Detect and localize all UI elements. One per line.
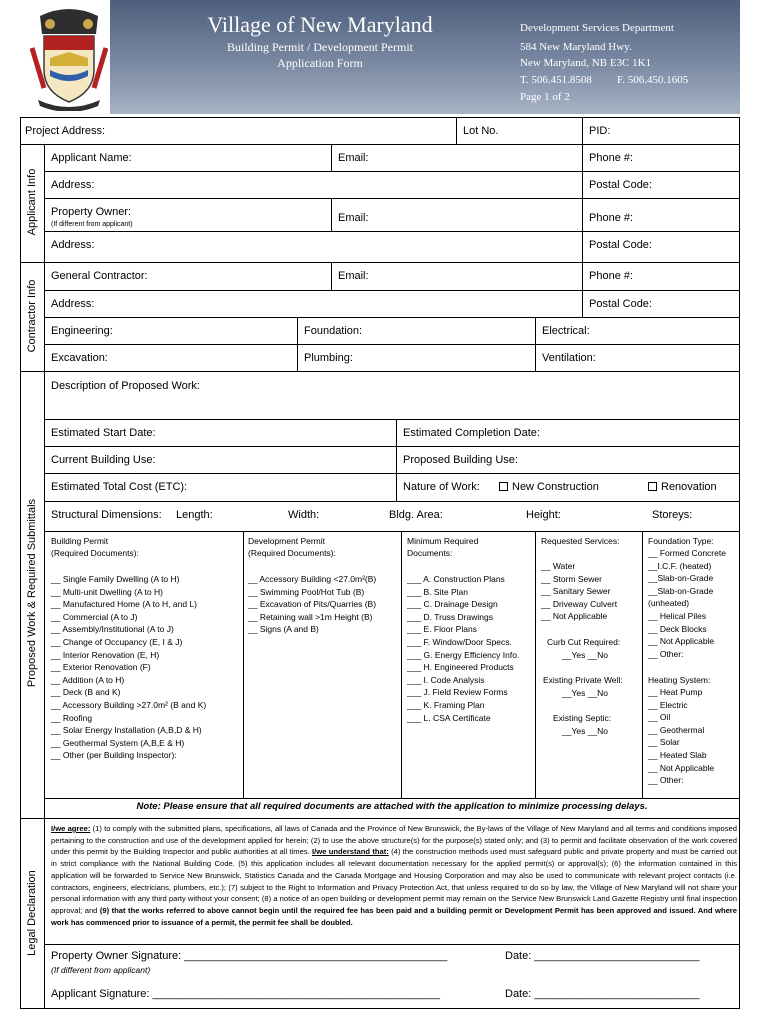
development-permit-heading: Development Permit <box>248 536 326 546</box>
section-divider <box>20 371 740 372</box>
village-title: Village of New Maryland <box>207 12 433 37</box>
foundation-type-option[interactable]: (unheated) <box>648 598 690 609</box>
electrical-label: Electrical: <box>542 325 590 337</box>
col-divider <box>331 262 332 290</box>
checkbox-icon <box>648 482 657 491</box>
heating-system-option[interactable]: __ Geothermal <box>648 724 705 735</box>
heating-system-option[interactable]: __ Heat Pump <box>648 687 703 697</box>
building-permit-option[interactable]: __ Single Family Dwelling (A to H) <box>51 574 180 584</box>
minimum-required-subheading: Documents: <box>407 548 453 558</box>
plumbing-label: Plumbing: <box>304 352 353 364</box>
applicant-date-line[interactable]: Date: ___________________________ <box>505 988 700 1000</box>
development-permit-option[interactable]: __ Accessory Building <27.0m²(B) <box>248 574 377 584</box>
col-divider <box>582 198 583 231</box>
proposed-use-label: Proposed Building Use: <box>403 454 518 466</box>
contractor-phone-label: Phone #: <box>589 270 634 282</box>
foundation-type-option[interactable]: __ Formed Concrete <box>648 548 726 558</box>
row-divider <box>44 419 740 420</box>
page-number: Page 1 of 2 <box>520 91 570 103</box>
building-permit-option[interactable]: __ Addition (A to H) <box>51 674 125 685</box>
section-divider <box>20 818 740 819</box>
applicant-address-label: Address: <box>51 179 95 191</box>
building-permit-option[interactable]: __ Roofing <box>51 712 93 723</box>
required-document-option[interactable]: ___ J. Field Review Forms <box>407 687 508 698</box>
applicant-phone-label: Phone #: <box>589 152 634 164</box>
legal-part-1: (1) to comply with the submitted plans, specifications, all laws of Canada and the Province of New Brunswick, the By-laws of the Village of New Maryland and all terms and conditions imposed pertaining to the construction and use of the development applied for herein; (2) to use the above structure(s) for the purpose(s) stated only; and (3) to permit and facilitate observation of the work covered under this permit by the Building Inspector and public authorities at all times. <box>51 824 737 857</box>
ventilation-label: Ventilation: <box>542 352 596 364</box>
col-divider <box>297 317 298 371</box>
foundation-type-option[interactable]: __ Deck Blocks <box>648 623 707 634</box>
contractor-postal-label: Postal Code: <box>589 298 652 310</box>
owner-signature-line[interactable]: Property Owner Signature: ___________________________________________ <box>51 950 448 962</box>
development-permit-option[interactable]: __ Excavation of Pits/Quarries (B) <box>248 599 377 610</box>
building-permit-option[interactable]: __ Geothermal System (A,B,E & H) <box>51 737 185 748</box>
col-divider <box>642 531 643 798</box>
required-document-option[interactable]: ___ G. Energy Efficiency Info. <box>407 649 520 660</box>
row-divider <box>20 144 740 145</box>
required-document-option[interactable]: ___ K. Framing Plan <box>407 699 485 710</box>
general-contractor-label: General Contractor: <box>51 270 148 282</box>
length-label: Length: <box>176 509 213 521</box>
building-permit-option[interactable]: __ Exterior Renovation (F) <box>51 662 151 673</box>
col-divider <box>243 531 244 798</box>
col-divider <box>582 262 583 290</box>
structural-dimensions-label: Structural Dimensions: <box>51 509 162 521</box>
required-document-option[interactable]: ___ D. Truss Drawings <box>407 611 493 622</box>
curb-cut-label: Curb Cut Required: <box>547 637 621 647</box>
foundation-type-list <box>648 547 726 660</box>
minimum-required-heading: Minimum Required <box>407 536 479 546</box>
col-divider <box>582 290 583 317</box>
building-permit-subheading: (Required Documents): <box>51 548 139 558</box>
heating-system-list <box>648 686 714 787</box>
excavation-label: Excavation: <box>51 352 108 364</box>
foundation-type-option[interactable]: __ Helical Piles <box>648 610 707 621</box>
total-cost-label: Estimated Total Cost (ETC): <box>51 481 188 493</box>
understand-label: I/we understand that: <box>312 847 389 857</box>
lot-no-label: Lot No. <box>463 125 499 137</box>
col-divider <box>582 144 583 171</box>
owner-date-line[interactable]: Date: ___________________________ <box>505 950 700 962</box>
building-permit-option[interactable]: __ Manufactured Home (A to H, and L) <box>51 599 197 610</box>
required-document-option[interactable]: ___ F. Window/Door Specs. <box>407 636 512 647</box>
heating-system-option[interactable]: __ Heated Slab <box>648 749 707 760</box>
contractor-email-label: Email: <box>338 270 369 282</box>
section-applicant-info: Applicant Info <box>26 168 38 236</box>
applicant-name-label: Applicant Name: <box>51 152 132 164</box>
building-permit-option[interactable]: __ Assembly/Institutional (A to J) <box>51 624 174 635</box>
development-permit-list <box>248 573 376 636</box>
building-permit-option[interactable]: __ Commercial (A to J) <box>51 611 138 622</box>
col-divider <box>401 531 402 798</box>
development-permit-option[interactable]: __ Retaining wall >1m Height (B) <box>248 611 373 622</box>
foundation-type-option[interactable]: __ Not Applicable <box>648 636 715 647</box>
section-contractor-info: Contractor Info <box>26 279 38 353</box>
requested-service-option[interactable]: __ Storm Sewer <box>541 573 602 584</box>
col-divider <box>582 117 583 144</box>
curb-cut-options: __Yes __No <box>562 650 609 660</box>
row-divider <box>44 944 740 945</box>
legal-declaration-text <box>51 823 737 928</box>
building-permit-option[interactable]: __ Change of Occupancy (E, I & J) <box>51 636 183 647</box>
building-permit-option[interactable]: __ Other (per Building Inspector): <box>51 750 177 761</box>
col-divider <box>535 531 536 798</box>
col-divider <box>456 117 457 144</box>
row-divider <box>44 290 740 291</box>
row-divider <box>44 798 740 799</box>
row-divider <box>44 446 740 447</box>
development-permit-subheading: (Required Documents): <box>248 548 336 558</box>
required-document-option[interactable]: ___ A. Construction Plans <box>407 574 505 584</box>
renovation-checkbox[interactable] <box>648 481 717 494</box>
engineering-label: Engineering: <box>51 325 113 337</box>
requested-service-option[interactable]: __ Sanitary Sewer <box>541 586 611 597</box>
department-fax: F. 506.450.1605 <box>617 74 689 86</box>
width-label: Width: <box>288 509 320 521</box>
minimum-required-list <box>407 573 519 724</box>
col-divider <box>582 171 583 198</box>
heating-system-option[interactable]: __ Not Applicable <box>648 762 715 773</box>
village-crest-logo <box>30 8 108 111</box>
completion-date-label: Estimated Completion Date: <box>403 427 540 439</box>
owner-email-label: Email: <box>338 212 369 224</box>
new-construction-label: New Construction <box>512 481 599 493</box>
heating-system-option[interactable]: __ Oil <box>648 712 671 723</box>
required-document-option[interactable]: ___ E. Floor Plans <box>407 624 477 635</box>
building-permit-option[interactable]: __ Solar Energy Installation (A,B,D & H) <box>51 725 202 736</box>
private-well-options: __Yes __No <box>562 688 609 698</box>
foundation-type-option[interactable]: __I.C.F. (heated) <box>648 560 712 571</box>
row-divider <box>44 171 740 172</box>
bldg-area-label: Bldg. Area: <box>389 509 443 521</box>
owner-signature-note: (If different from applicant) <box>51 965 151 975</box>
owner-phone-label: Phone #: <box>589 212 634 224</box>
row-divider <box>44 501 740 502</box>
development-permit-option[interactable]: __ Signs (A and B) <box>248 624 319 635</box>
row-divider <box>44 344 740 345</box>
heating-system-option[interactable]: __ Solar <box>648 737 680 748</box>
form-subtitle-1: Building Permit / Development Permit <box>227 40 413 54</box>
requested-service-option[interactable]: __ Water <box>541 561 576 571</box>
form-subtitle-2: Application Form <box>277 56 363 70</box>
applicant-postal-label: Postal Code: <box>589 179 652 191</box>
building-permit-heading: Building Permit <box>51 536 109 546</box>
row-divider <box>44 473 740 474</box>
legal-part-3: (9) that the works referred to above cannot begin until the required fee has been paid and a building permit or Development Permit has been approved and issued. And where work has commenced prior to issuance of a permit, the permit fee shall be doubled. <box>51 905 737 927</box>
requested-service-option[interactable]: __ Not Applicable <box>541 611 608 622</box>
building-permit-option[interactable]: __ Multi-unit Dwelling (A to H) <box>51 586 163 597</box>
required-document-option[interactable]: ___ L. CSA Certificate <box>407 712 491 723</box>
applicant-signature-line[interactable]: Applicant Signature: _______________________________________________ <box>51 988 441 1000</box>
section-legal-declaration: Legal Declaration <box>26 870 38 956</box>
building-permit-option[interactable]: __ Accessory Building >27.0m² (B and K) <box>51 699 207 710</box>
section-divider <box>20 262 740 263</box>
building-permit-option[interactable]: __ Deck (B and K) <box>51 687 121 698</box>
col-divider <box>331 198 332 231</box>
building-permit-option[interactable]: __ Interior Renovation (E, H) <box>51 649 160 660</box>
heating-system-option[interactable]: __ Electric <box>648 699 688 710</box>
start-date-label: Estimated Start Date: <box>51 427 156 439</box>
heating-system-heading: Heating System: <box>648 675 711 685</box>
current-use-label: Current Building Use: <box>51 454 156 466</box>
col-divider <box>582 231 583 262</box>
septic-label: Existing Septic: <box>553 713 612 723</box>
foundation-type-heading: Foundation Type: <box>648 536 714 546</box>
foundation-type-option[interactable]: __ Other: <box>648 648 684 659</box>
foundation-type-option[interactable]: __Slab-on-Grade <box>648 585 714 596</box>
requested-service-option[interactable]: __ Driveway Culvert <box>541 598 618 609</box>
heating-system-option[interactable]: __ Other: <box>648 775 684 786</box>
section-label-divider <box>44 144 45 1008</box>
department-phone: T. 506.451.8508 <box>520 74 592 86</box>
building-permit-list <box>51 573 206 762</box>
col-divider <box>535 317 536 371</box>
applicant-email-label: Email: <box>338 152 369 164</box>
septic-options: __Yes __No <box>562 726 609 736</box>
owner-postal-label: Postal Code: <box>589 239 652 251</box>
nature-of-work-label: Nature of Work: <box>403 481 480 493</box>
required-document-option[interactable]: ___ C. Drainage Design <box>407 599 498 610</box>
legal-part-2: (4) the construction methods used must safeguard public and private property and must be carried out in strict compliance with the National Building Code. (5) this application includes all relevant documentation necessary for the applied permit(s) or approval(s); (6) the information contained in this application will be forwarded to Service New Brunswick, Statistics Canada and the Canada Mortgage and Housing Corporation and may also be used to communicate with relevant project contacts (i.e. contractors, engineers, electricians, plumbers, etc.); (7) subject to the Right to Information and Privacy Protection Act, that unless required to do so by law, the Village of New Maryland will not share your personal information with any third party without your consent; (8) a notice of an open building or development permit may remain on the Service New Brunswick Land Gazette Registry until final inspection approval; and <box>51 847 737 915</box>
pid-label: PID: <box>589 125 611 137</box>
height-label: Height: <box>526 509 561 521</box>
requested-services-list <box>541 560 617 623</box>
row-divider <box>44 531 740 532</box>
row-divider <box>44 198 740 199</box>
contractor-address-label: Address: <box>51 298 95 310</box>
development-permit-option[interactable]: __ Swimming Pool/Hot Tub (B) <box>248 586 365 597</box>
required-document-option[interactable]: ___ H. Engineered Products <box>407 662 514 673</box>
storeys-label: Storeys: <box>652 509 693 521</box>
renovation-label: Renovation <box>661 481 717 493</box>
department-address-2: New Maryland, NB E3C 1K1 <box>520 57 652 69</box>
col-divider <box>331 144 332 171</box>
agree-label: I/we agree: <box>51 824 91 833</box>
project-address-label: Project Address: <box>25 125 106 137</box>
row-divider <box>44 317 740 318</box>
required-document-option[interactable]: ___ I. Code Analysis <box>407 674 485 685</box>
private-well-label: Existing Private Well: <box>543 675 623 685</box>
property-owner-note: (If different from applicant) <box>51 221 133 228</box>
row-divider <box>44 231 740 232</box>
owner-address-label: Address: <box>51 239 95 251</box>
foundation-label: Foundation: <box>304 325 363 337</box>
documents-note: Note: Please ensure that all required documents are attached with the application to minimize processing delays. <box>136 801 648 812</box>
checkbox-icon <box>499 482 508 491</box>
department-address-1: 584 New Maryland Hwy. <box>520 41 632 53</box>
property-owner-label: Property Owner: <box>51 206 132 218</box>
foundation-type-option[interactable]: __Slab-on-Grade <box>648 573 714 584</box>
required-document-option[interactable]: ___ B. Site Plan <box>407 586 468 597</box>
section-proposed-work: Proposed Work & Required Submittals <box>26 498 38 688</box>
col-divider <box>396 419 397 501</box>
department-name: Development Services Department <box>520 22 674 34</box>
description-label: Description of Proposed Work: <box>51 380 200 392</box>
requested-services-heading: Requested Services: <box>541 536 620 546</box>
new-construction-checkbox[interactable] <box>499 481 599 494</box>
